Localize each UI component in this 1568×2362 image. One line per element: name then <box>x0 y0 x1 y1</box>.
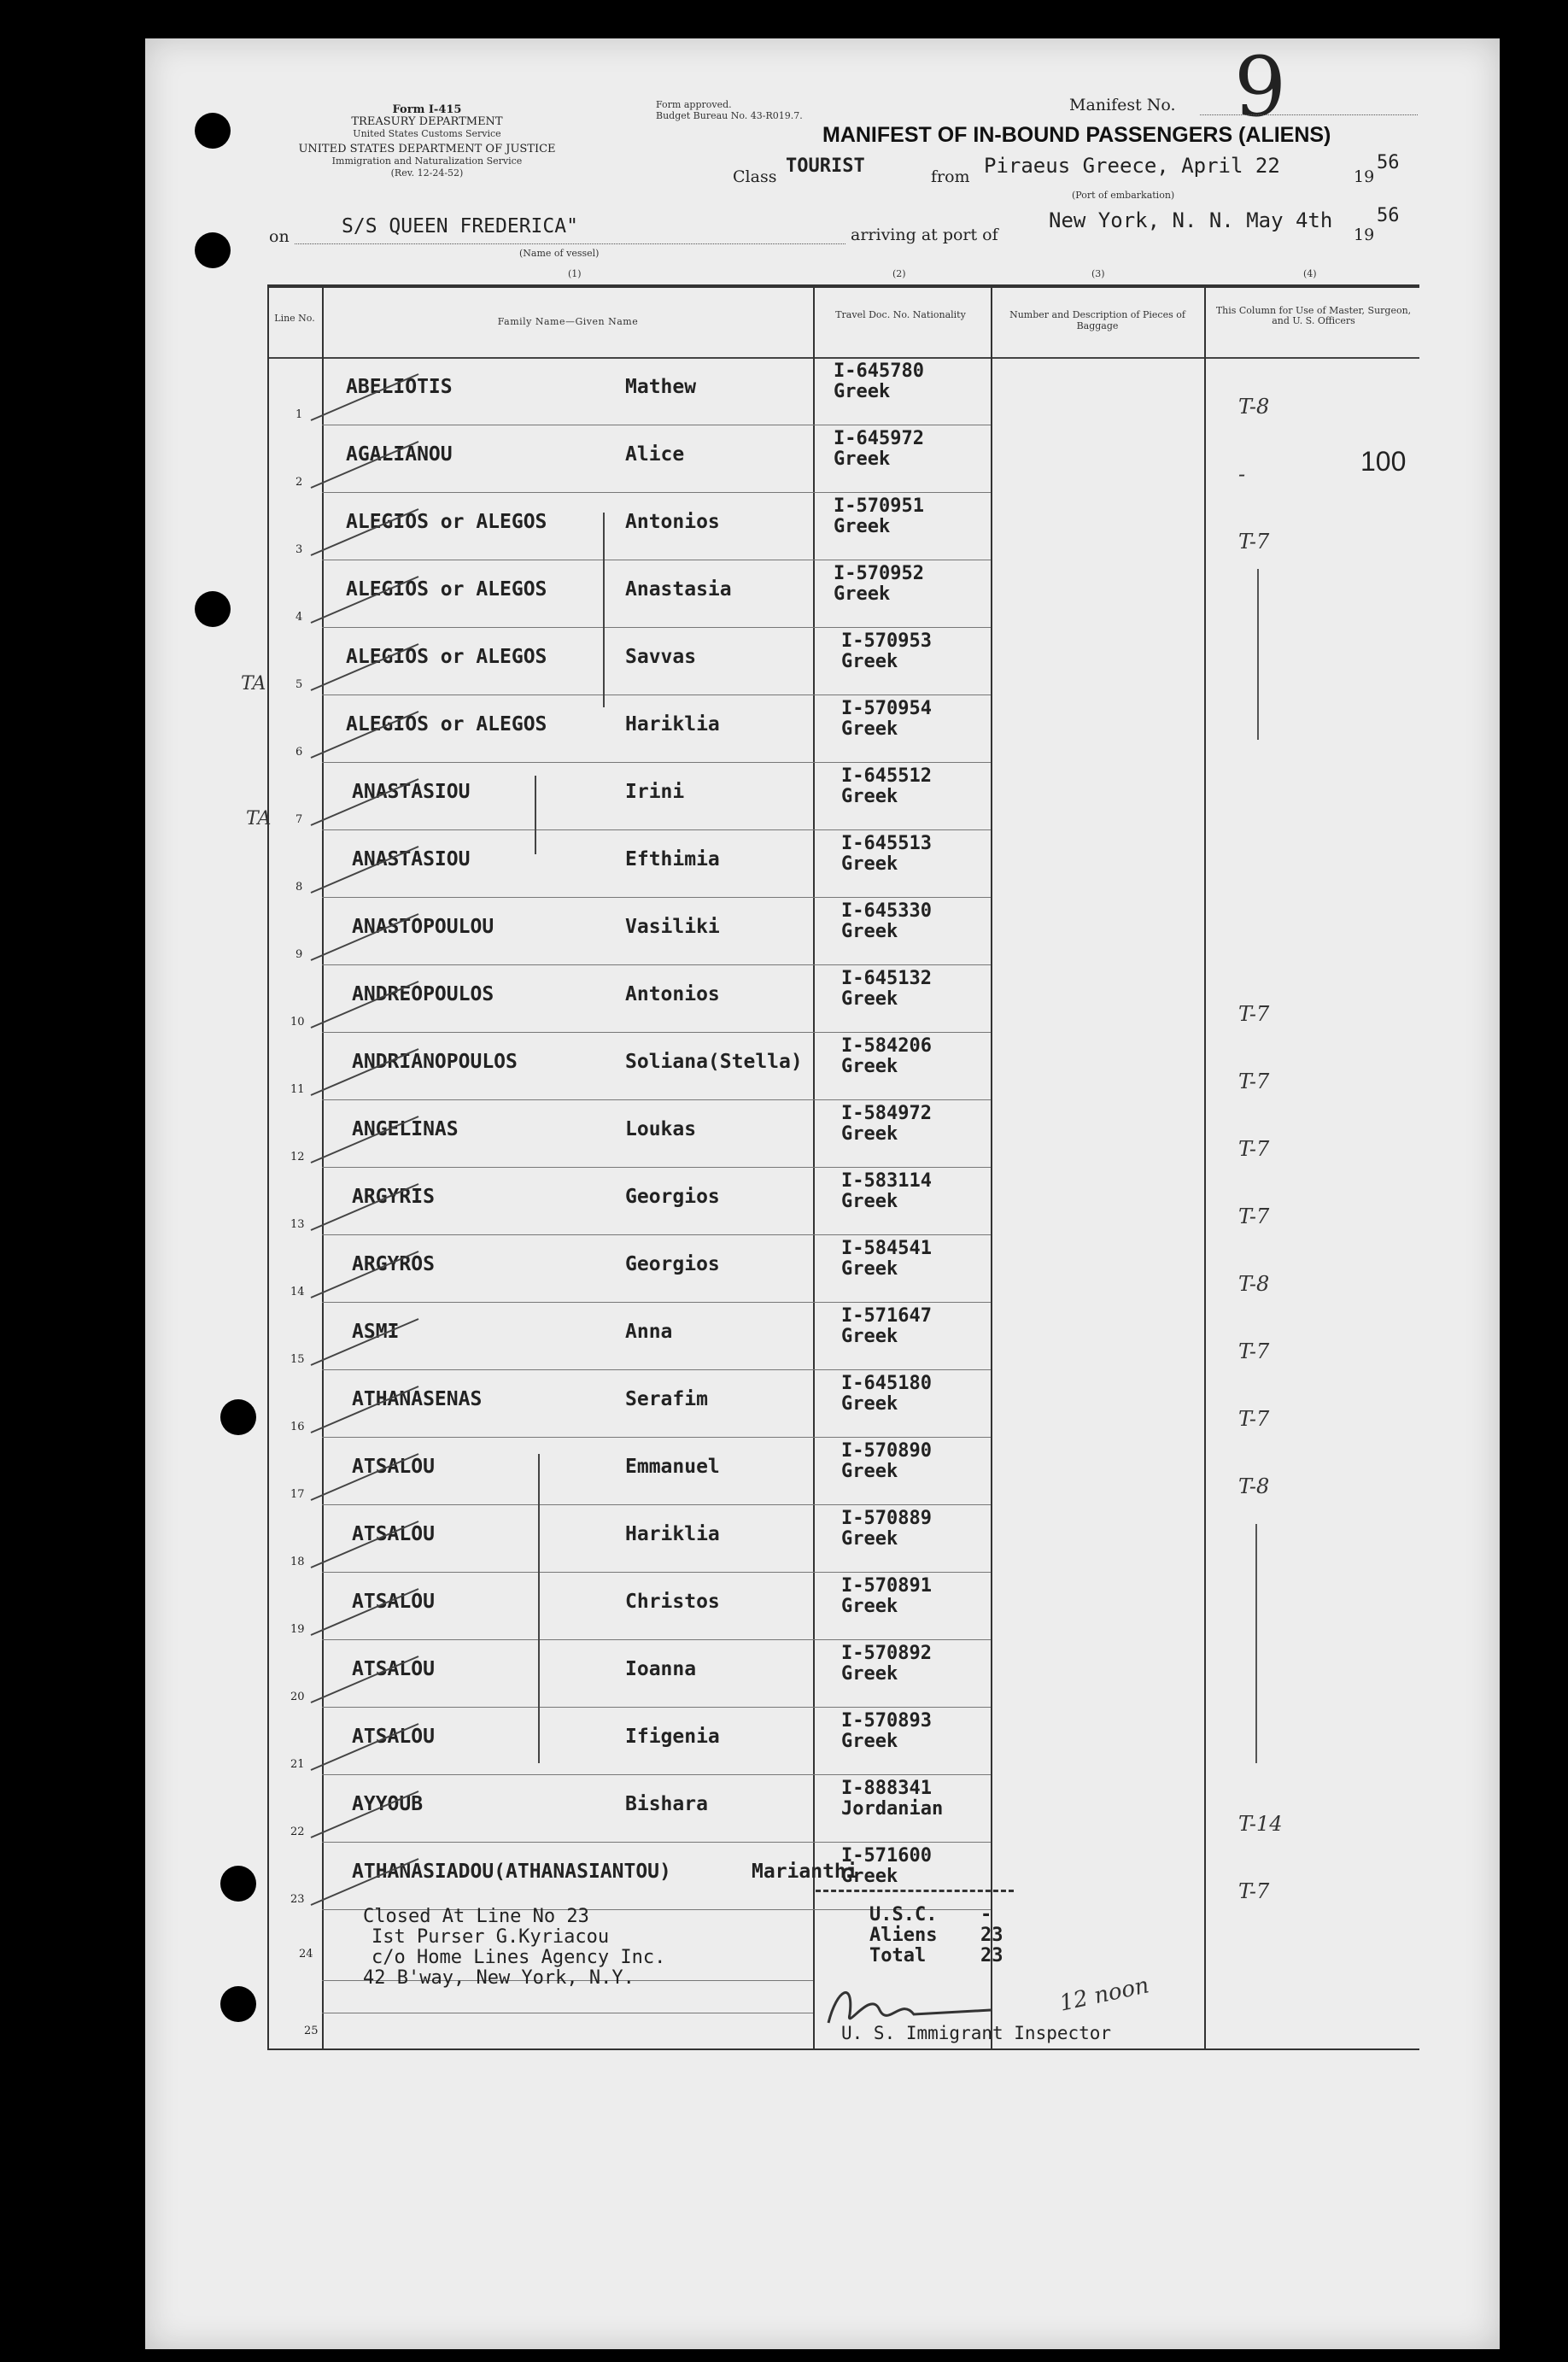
row-rule <box>813 1302 991 1303</box>
nationality: Greek <box>841 1528 898 1550</box>
check-mark-icon <box>307 975 427 1034</box>
travel-doc-number: I-570891 <box>841 1575 932 1597</box>
given-name: Antonios <box>625 511 720 533</box>
line-number: 19 <box>290 1623 305 1636</box>
officer-mark: T-7 <box>1238 1204 1270 1228</box>
nationality: Greek <box>841 1258 898 1280</box>
given-name: Bishara <box>625 1793 708 1815</box>
check-mark-icon <box>307 1312 427 1372</box>
aliens-label: Aliens <box>869 1925 938 1946</box>
class-value: TOURIST <box>786 155 865 177</box>
travel-doc-number: I-584541 <box>841 1238 932 1259</box>
given-name: Emmanuel <box>625 1456 720 1478</box>
officers-header: This Column for Use of Master, Surgeon, and U. S. Officers <box>1215 305 1412 326</box>
check-mark-icon <box>307 1650 427 1709</box>
family-name: ALEGIOS or ALEGOS <box>346 511 547 533</box>
manifest-number: 9 <box>1234 39 1287 135</box>
travel-doc-header: Travel Doc. No. Nationality <box>835 309 966 320</box>
travel-doc-number: I-570893 <box>841 1710 932 1732</box>
row-rule <box>813 1167 991 1168</box>
inspector-signature <box>820 1972 1025 2040</box>
family-name: ANDRIANOPOULOS <box>352 1051 518 1073</box>
row-rule <box>813 829 991 830</box>
column-number-3: (3) <box>1091 268 1105 279</box>
travel-doc-number: I-571600 <box>841 1845 932 1867</box>
line-number: 15 <box>290 1353 305 1366</box>
customs-label: United States Customs Service <box>353 128 501 139</box>
vessel-name: S/S QUEEN FREDERICA" <box>342 215 578 237</box>
family-name: ANASTASIOU <box>352 848 471 870</box>
arriving-label: arriving at port of <box>851 226 998 244</box>
officer-mark: - <box>1238 462 1246 486</box>
row-rule <box>813 1032 991 1033</box>
travel-doc-number: I-570951 <box>834 495 924 517</box>
travel-doc-number: I-571647 <box>841 1305 932 1327</box>
nationality: Greek <box>841 651 898 672</box>
travel-doc-number: I-888341 <box>841 1778 932 1799</box>
given-name: Hariklia <box>625 1523 720 1545</box>
family-name: ATSALOU <box>352 1456 435 1478</box>
check-mark-icon <box>307 1582 427 1642</box>
family-name: ATHANASENAS <box>352 1388 483 1410</box>
check-mark-icon <box>307 435 427 495</box>
margin-ta-1: TA <box>241 673 266 695</box>
nationality: Greek <box>841 1663 898 1685</box>
check-mark-icon <box>307 1110 427 1169</box>
year-1: 56 <box>1377 152 1400 173</box>
travel-doc-number: I-570890 <box>841 1440 932 1462</box>
family-name: ALEGIOS or ALEGOS <box>346 578 547 601</box>
given-name: Georgios <box>625 1186 720 1208</box>
punch-hole <box>195 591 231 627</box>
line-number: 20 <box>290 1691 305 1703</box>
family-name: ANDREOPOULOS <box>352 983 494 1005</box>
name-header: Family Name—Given Name <box>497 316 639 327</box>
line-number-24: 24 <box>299 1948 313 1961</box>
given-name: Efthimia <box>625 848 720 870</box>
row-rule <box>813 492 991 493</box>
line-number: 1 <box>295 408 303 421</box>
line-number: 11 <box>290 1083 305 1096</box>
agency-address: 42 B'way, New York, N.Y. <box>363 1967 635 1989</box>
line-no-header: Line No. <box>274 313 315 324</box>
check-mark-icon <box>307 1717 427 1777</box>
arrival-value: New York, N. N. May 4th <box>1049 208 1333 232</box>
row-rule <box>813 964 991 965</box>
line-number: 22 <box>290 1826 305 1838</box>
form-id-block <box>256 104 598 179</box>
given-name: Anastasia <box>625 578 732 601</box>
line-number: 9 <box>295 948 303 961</box>
line-number: 6 <box>295 746 303 759</box>
line-number: 23 <box>290 1893 305 1906</box>
aliens-value: 23 <box>980 1925 1003 1946</box>
check-mark-icon <box>307 1245 427 1304</box>
family-name: ARGYROS <box>352 1253 435 1275</box>
given-name: Irini <box>625 781 685 803</box>
travel-doc-number: I-645513 <box>841 833 932 854</box>
punch-hole <box>220 1986 256 2022</box>
given-name: Marianthi <box>752 1861 858 1883</box>
on-label: on <box>269 227 290 246</box>
travel-doc-number: I-645780 <box>834 360 924 382</box>
punch-hole <box>220 1866 256 1902</box>
check-mark-icon <box>307 907 427 967</box>
nationality: Greek <box>834 448 891 470</box>
travel-doc-number: I-570953 <box>841 630 932 652</box>
check-mark-icon <box>307 840 427 900</box>
officer-mark: T-7 <box>1238 1339 1270 1363</box>
from-value: Piraeus Greece, April 22 <box>984 154 1280 178</box>
line-number: 14 <box>290 1286 305 1298</box>
given-name: Hariklia <box>625 713 720 736</box>
check-mark-icon <box>307 1852 427 1912</box>
officer-mark: T-7 <box>1238 530 1270 554</box>
officer-mark: T-7 <box>1238 1002 1270 1026</box>
travel-doc-number: I-645330 <box>841 900 932 922</box>
check-mark-icon <box>307 1785 427 1844</box>
travel-doc-number: I-584972 <box>841 1103 932 1124</box>
table-top-rule <box>267 284 1419 288</box>
row-rule <box>813 897 991 898</box>
nationality: Greek <box>841 921 898 942</box>
approval-block <box>656 99 803 121</box>
row-rule <box>813 1842 991 1843</box>
line-number: 18 <box>290 1556 305 1568</box>
family-name: ATSALOU <box>352 1726 435 1748</box>
family-name: ATSALOU <box>352 1523 435 1545</box>
family-bracket <box>535 776 536 854</box>
nationality: Greek <box>841 1326 898 1347</box>
officer-bracket <box>1257 569 1259 740</box>
given-name: Mathew <box>625 376 697 398</box>
total-value: 23 <box>980 1945 1003 1966</box>
officer-bracket <box>1255 1524 1257 1763</box>
row-rule <box>813 627 991 628</box>
column-number-1: (1) <box>568 268 582 279</box>
row-rule <box>813 1504 991 1505</box>
given-name: Ifigenia <box>625 1726 720 1748</box>
nationality: Greek <box>841 853 898 875</box>
aliens-row <box>869 1925 1003 1946</box>
travel-doc-number: I-645132 <box>841 968 932 989</box>
family-name: ALEGIOS or ALEGOS <box>346 646 547 668</box>
punch-hole <box>195 113 231 149</box>
nationality: Greek <box>841 1393 898 1415</box>
row-rule <box>813 762 991 763</box>
given-name: Georgios <box>625 1253 720 1275</box>
total-row <box>869 1945 1003 1966</box>
travel-doc-number: I-570892 <box>841 1643 932 1664</box>
table-bottom-rule <box>267 2048 1419 2050</box>
given-name: Anna <box>625 1321 673 1343</box>
form-approved: Form approved. <box>656 99 732 110</box>
line-number: 2 <box>295 476 303 489</box>
check-mark-icon <box>307 637 427 697</box>
nationality: Greek <box>841 1123 898 1145</box>
given-name: Loukas <box>625 1118 697 1140</box>
check-mark-icon <box>307 705 427 765</box>
line-number: 17 <box>290 1488 305 1501</box>
line-number: 13 <box>290 1218 305 1231</box>
family-name: AYYOUB <box>352 1793 424 1815</box>
check-mark-icon <box>307 772 427 832</box>
rev-label: (Rev. 12-24-52) <box>390 167 464 179</box>
line-number: 21 <box>290 1758 305 1771</box>
nationality: Greek <box>841 1056 898 1077</box>
officer-mark: T-7 <box>1238 1879 1270 1903</box>
family-name: ANASTASIOU <box>352 781 471 803</box>
punch-hole <box>220 1399 256 1435</box>
travel-doc-number: I-583114 <box>841 1170 932 1192</box>
nationality: Greek <box>834 381 891 402</box>
travel-doc-number: I-570952 <box>834 563 924 584</box>
agency-name: c/o Home Lines Agency Inc. <box>372 1947 666 1968</box>
line-number: 5 <box>295 678 303 691</box>
nationality: Greek <box>834 516 891 537</box>
given-name: Alice <box>625 443 685 466</box>
check-mark-icon <box>307 1042 427 1102</box>
travel-doc-number: I-570954 <box>841 698 932 719</box>
line-number: 4 <box>295 611 303 624</box>
col-rule <box>991 286 992 2050</box>
usc-row <box>869 1904 992 1925</box>
totals-block <box>869 1904 1003 1966</box>
nationality: Greek <box>841 1596 898 1617</box>
col-rule <box>1204 286 1206 2050</box>
punch-hole <box>195 232 231 268</box>
row-rule <box>813 1639 991 1640</box>
baggage-header: Number and Description of Pieces of Baggage <box>1009 309 1185 331</box>
line-number: 10 <box>290 1016 305 1029</box>
row-rule <box>813 1369 991 1370</box>
family-name: ATSALOU <box>352 1658 435 1680</box>
justice-label: UNITED STATES DEPARTMENT OF JUSTICE <box>298 143 556 155</box>
treasury-label: TREASURY DEPARTMENT <box>351 115 503 128</box>
form-number: Form I-415 <box>392 103 462 116</box>
inspector-caption: U. S. Immigrant Inspector <box>841 2023 1112 2043</box>
check-mark-icon <box>307 502 427 562</box>
usc-value: - <box>980 1904 992 1925</box>
totals-dash-rule <box>816 1890 1014 1893</box>
closed-at-line: Closed At Line No 23 <box>363 1906 589 1927</box>
row-rule <box>813 1099 991 1100</box>
nationality: Jordanian <box>841 1798 944 1820</box>
total-label: Total <box>869 1945 927 1966</box>
officer-mark: T-7 <box>1238 1137 1270 1161</box>
row-rule <box>813 1437 991 1438</box>
family-name: ALEGIOS or ALEGOS <box>346 713 547 736</box>
year-2: 56 <box>1377 205 1400 226</box>
family-name: AGALIANOU <box>346 443 453 466</box>
year-prefix-2: 19 <box>1354 226 1375 244</box>
nationality: Greek <box>841 1731 898 1752</box>
family-name: ASMI <box>352 1321 400 1343</box>
manifest-dotline <box>1200 114 1418 116</box>
given-name: Vasiliki <box>625 916 720 938</box>
check-mark-icon <box>307 1447 427 1507</box>
family-name: ANASTOPOULOU <box>352 916 494 938</box>
check-mark-icon <box>307 1515 427 1574</box>
line-number-25: 25 <box>304 2025 319 2037</box>
officer-mark: T-8 <box>1238 1474 1270 1498</box>
officer-mark: T-8 <box>1238 395 1270 419</box>
travel-doc-number: I-645972 <box>834 428 924 449</box>
given-name: Christos <box>625 1591 720 1613</box>
nationality: Greek <box>841 718 898 740</box>
officer-mark: T-8 <box>1238 1272 1270 1296</box>
travel-doc-number: I-570889 <box>841 1508 932 1529</box>
col-rule <box>267 286 269 2050</box>
nationality: Greek <box>841 988 898 1010</box>
check-mark-icon <box>307 570 427 630</box>
year-prefix-1: 19 <box>1354 167 1375 186</box>
given-name: Soliana(Stella) <box>625 1051 803 1073</box>
budget-number: Budget Bureau No. 43-R019.7. <box>656 110 803 121</box>
family-name: ABELIOTIS <box>346 376 453 398</box>
row-rule <box>813 1572 991 1573</box>
row-rule <box>813 1774 991 1775</box>
check-mark-icon <box>307 1177 427 1237</box>
nationality: Greek <box>841 786 898 807</box>
noon-note: 12 noon <box>1057 1972 1152 2017</box>
vessel-dotline <box>295 243 845 245</box>
manifest-title: MANIFEST OF IN-BOUND PASSENGERS (ALIENS) <box>822 123 1331 147</box>
given-name: Serafim <box>625 1388 708 1410</box>
col-rule <box>813 286 815 2050</box>
travel-doc-number: I-645512 <box>841 765 932 787</box>
line-number: 12 <box>290 1151 305 1163</box>
row-rule <box>813 1707 991 1708</box>
check-mark-icon <box>307 1380 427 1439</box>
nationality: Greek <box>841 1461 898 1482</box>
family-name: ATHANASIADOU(ATHANASIANTOU) <box>352 1861 671 1883</box>
family-name: ARGYRIS <box>352 1186 435 1208</box>
family-bracket <box>538 1454 540 1763</box>
check-mark-icon <box>307 367 427 427</box>
column-number-2: (2) <box>892 268 906 279</box>
line-number: 7 <box>295 813 303 826</box>
class-label: Class <box>733 167 777 186</box>
nationality: Greek <box>834 583 891 605</box>
family-name: ATSALOU <box>352 1591 435 1613</box>
family-name: ANGELINAS <box>352 1118 459 1140</box>
manifest-label: Manifest No. <box>1069 96 1176 114</box>
line-number: 8 <box>295 881 303 894</box>
given-name: Ioanna <box>625 1658 697 1680</box>
hundred-note: 100 <box>1360 446 1407 477</box>
line-number: 3 <box>295 543 303 556</box>
family-bracket <box>603 513 605 707</box>
nationality: Greek <box>841 1866 898 1887</box>
header-bottom-rule <box>267 357 1419 359</box>
port-caption: (Port of embarkation) <box>1072 190 1175 201</box>
usc-label: U.S.C. <box>869 1904 938 1925</box>
nationality: Greek <box>841 1191 898 1212</box>
travel-doc-number: I-584206 <box>841 1035 932 1057</box>
purser-name: Ist Purser G.Kyriacou <box>372 1926 610 1948</box>
row-rule <box>813 1234 991 1235</box>
travel-doc-number: I-645180 <box>841 1373 932 1394</box>
officer-mark: T-7 <box>1238 1070 1270 1093</box>
line-number: 16 <box>290 1421 305 1433</box>
ins-label: Immigration and Naturalization Service <box>331 155 523 167</box>
given-name: Antonios <box>625 983 720 1005</box>
vessel-caption: (Name of vessel) <box>519 248 600 259</box>
column-number-4: (4) <box>1303 268 1317 279</box>
officer-mark: T-7 <box>1238 1407 1270 1431</box>
given-name: Savvas <box>625 646 697 668</box>
officer-mark: T-14 <box>1238 1812 1283 1836</box>
margin-ta-2: TA <box>246 808 272 829</box>
closing-block <box>363 1907 665 1989</box>
from-label: from <box>931 167 970 186</box>
